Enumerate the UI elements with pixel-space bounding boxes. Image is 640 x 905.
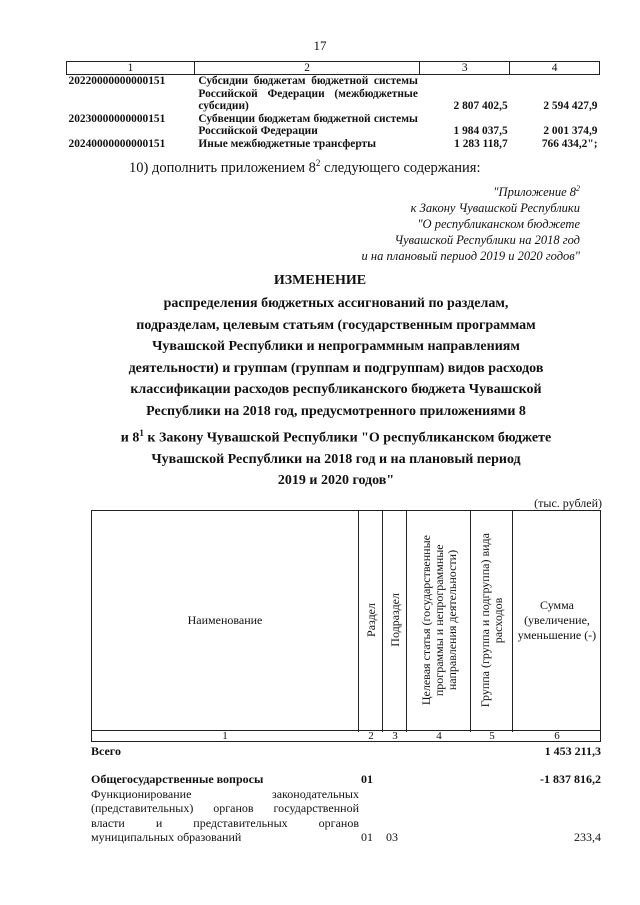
row-section: 01 — [361, 772, 373, 786]
subtitle-line: классификации расходов республиканского бюджета Чувашской — [130, 382, 542, 398]
subtitle-line — [66, 423, 606, 449]
appendix-header — [300, 181, 580, 264]
appendix-line: "О республиканском бюджете — [417, 217, 580, 232]
value-2018: 1 283 118,7 — [454, 137, 508, 150]
col-number: 3 — [392, 730, 398, 742]
subtitle-text: и 8 — [120, 430, 140, 446]
header-target-line: направления деятельности) — [444, 549, 459, 691]
appendix-title: "Приложение 8 — [493, 185, 576, 200]
header-group-line: Группа (группа и подгруппа) вида — [478, 532, 492, 708]
budget-code: 20230000000000151 — [68, 112, 166, 125]
header-sum-line: уменьшение (-) — [517, 627, 597, 642]
col-number: 2 — [368, 730, 374, 742]
item10-text: 10) дополнить приложением 8 — [129, 159, 316, 176]
subtitle-line: подразделам, целевым статьям (государственным программам — [136, 317, 536, 333]
header-col-3: 3 — [420, 62, 510, 75]
table-row — [67, 75, 600, 113]
document-title: ИЗМЕНЕНИЕ — [273, 273, 367, 288]
amendment-item-10 — [129, 158, 480, 177]
value-2018: 1 984 037,5 — [453, 125, 508, 138]
appendix-line: Чувашской Республики на 2018 год — [394, 233, 580, 248]
revenue-table — [66, 61, 600, 151]
item10-suffix: следующего содержания: — [320, 159, 481, 176]
value-2019: 766 434,2"; — [541, 137, 598, 150]
revenue-table-header — [67, 62, 600, 75]
col-number: 4 — [436, 730, 442, 742]
subtitle-line: деятельности) и группам (группам и подгруппам) видов расходов — [128, 360, 544, 376]
col-number: 5 — [489, 730, 495, 742]
appendix-line: и на плановый период 2019 и 2020 годов" — [361, 249, 580, 264]
header-target-label — [420, 535, 459, 705]
row-name: Функционирование законодательных (представительных) органов государственной власти и представительных органов муниципальных образований — [91, 787, 359, 845]
appendix-line — [300, 181, 580, 200]
header-sum-line: Сумма — [540, 597, 574, 612]
header-group — [471, 510, 513, 730]
total-label: Всего — [91, 744, 121, 758]
row-sum: -1 837 816,2 — [540, 772, 601, 786]
budget-code: 20220000000000151 — [68, 75, 166, 87]
budget-code: 20240000000000151 — [68, 137, 166, 150]
header-target-line: программы и непрограммные — [431, 544, 446, 696]
item10-sup: 2 — [315, 158, 321, 168]
row-subsection: 03 — [386, 830, 398, 844]
value-2019: 2 001 374,9 — [543, 125, 598, 138]
header-section — [359, 510, 383, 730]
header-sum — [513, 510, 601, 730]
subtitle-line: Чувашской Республики на 2018 год и на плановый период — [151, 451, 521, 467]
header-group-label — [479, 533, 505, 707]
total-sum: 1 453 211,3 — [544, 744, 601, 758]
appendix-sup: 2 — [576, 184, 580, 193]
header-col-1: 1 — [67, 62, 195, 75]
header-sum-line: (увеличение, — [524, 612, 590, 627]
row-name: Субвенции бюджетам бюджетной системы Российской Федерации — [198, 112, 418, 138]
document-subtitle — [66, 293, 606, 492]
header-group-line: расходов — [491, 597, 505, 643]
expenditure-table-header — [91, 510, 601, 742]
table-row — [67, 113, 600, 138]
header-section-label: Раздел — [363, 603, 378, 637]
subtitle-line: Республики на 2018 год, предусмотренного приложениями 8 — [146, 403, 526, 419]
row-section: 01 — [361, 830, 373, 844]
subtitle-line: 2019 и 2020 годов" — [277, 473, 395, 489]
page-number: 17 — [313, 38, 327, 53]
units-label: (тыс. рублей) — [534, 496, 602, 510]
header-target — [407, 510, 471, 730]
row-name: Субсидии бюджетам бюджетной системы Российской Федерации (межбюджетные субсидии) — [198, 75, 418, 113]
subtitle-line: распределения бюджетных ассигнований по разделам, — [163, 296, 509, 311]
row-sum: 233,4 — [574, 830, 601, 844]
row-name: Иные межбюджетные трансферты — [198, 137, 377, 150]
header-target-line: Целевая статья (государственные — [418, 534, 433, 706]
header-col-4: 4 — [510, 62, 600, 75]
subtitle-line: Чувашской Республики и непрограммным направлениям — [152, 339, 520, 355]
col-number: 1 — [222, 730, 228, 742]
subtitle-text: к Закону Чувашской Республики "О республиканском бюджете — [143, 430, 552, 446]
row-name: Общегосударственные вопросы — [91, 772, 264, 786]
header-subsection — [383, 510, 407, 730]
value-2018: 2 807 402,5 — [453, 100, 508, 113]
value-2019: 2 594 427,9 — [543, 100, 598, 113]
col-number: 6 — [554, 730, 560, 742]
column-number-row — [91, 730, 601, 742]
header-name: Наименование — [187, 612, 263, 627]
table-row — [67, 138, 600, 151]
subtitle-sup: 1 — [139, 427, 144, 438]
appendix-line: к Закону Чувашской Республики — [410, 201, 580, 216]
header-col-2: 2 — [194, 62, 420, 75]
header-subsection-label: Подраздел — [387, 593, 402, 647]
